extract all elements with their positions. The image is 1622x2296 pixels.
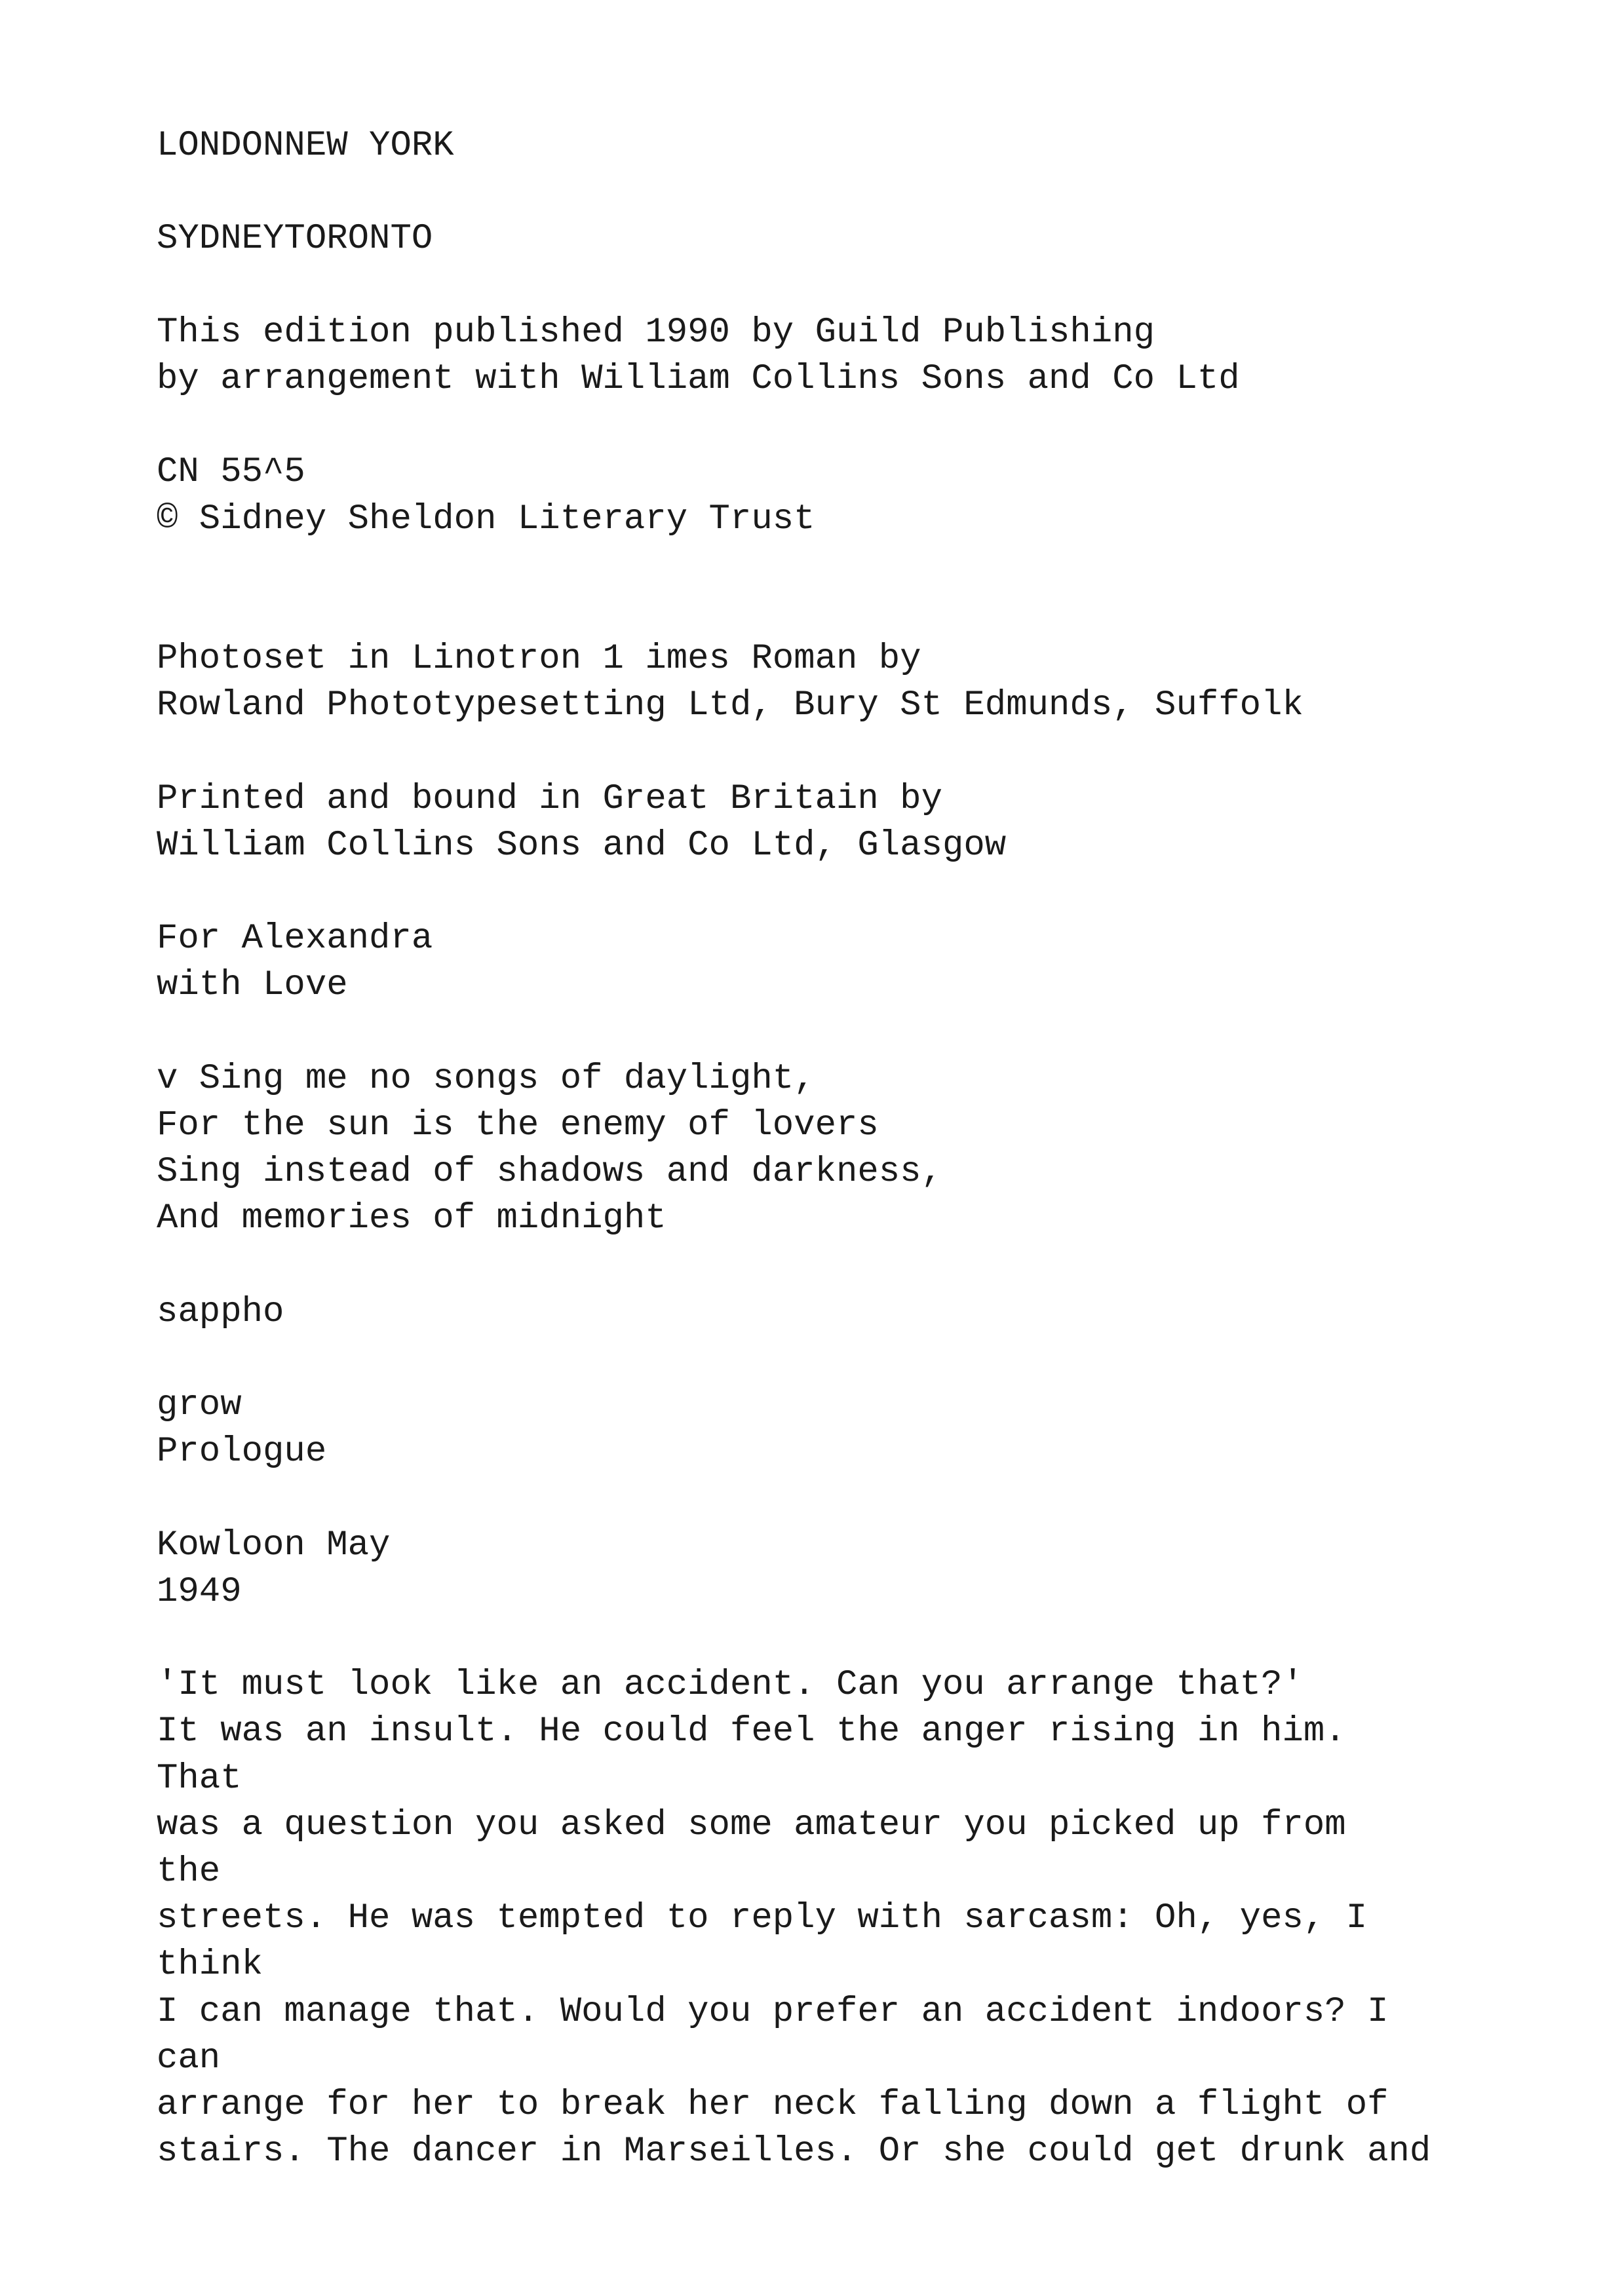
body-line: I can manage that. Would you prefer an accident indoors? I [157, 1991, 1389, 2032]
epigraph-line: And memories of midnight [157, 1198, 666, 1239]
spacer [157, 1009, 1566, 1056]
printing-block [157, 776, 1566, 869]
spacer [157, 869, 1566, 915]
spacer [157, 402, 1566, 449]
epigraph-line: v Sing me no songs of daylight, [157, 1058, 815, 1099]
typesetting-block [157, 636, 1566, 729]
body-line: think [157, 1945, 263, 1985]
body-line: stairs. The dancer in Marseilles. Or she could get drunk and [157, 2132, 1431, 2172]
body-line: That [157, 1758, 242, 1799]
edition-block [157, 309, 1566, 402]
spacer [157, 1475, 1566, 1521]
spacer [157, 169, 1566, 216]
body-line: was a question you asked some amateur you picked up from [157, 1805, 1346, 1845]
body-line: streets. He was tempted to reply with sarcasm: Oh, yes, I [157, 1898, 1368, 1939]
document-page [157, 123, 1566, 2175]
body-text [157, 1662, 1566, 2175]
printing-line: William Collins Sons and Co Ltd, Glasgow [157, 825, 1007, 866]
spacer [157, 729, 1566, 775]
location-line: Kowloon May [157, 1525, 391, 1565]
body-line: the [157, 1851, 221, 1892]
copyright-line: © Sidney Sheldon Literary Trust [157, 499, 815, 539]
body-line: can [157, 2038, 221, 2078]
spacer [157, 543, 1566, 636]
spacer [157, 1242, 1566, 1289]
dedication-line: with Love [157, 965, 348, 1006]
epigraph-line: For the sun is the enemy of lovers [157, 1105, 879, 1145]
chapter-line: grow [157, 1385, 242, 1426]
spacer [157, 263, 1566, 309]
rights-line: CN 55^5 [157, 452, 305, 493]
chapter-heading [157, 1382, 1566, 1475]
edition-line: by arrangement with William Collins Sons and Co Ltd [157, 358, 1240, 399]
location-block [157, 1522, 1566, 1615]
body-line: It was an insult. He could feel the anger rising in him. [157, 1712, 1346, 1752]
edition-line: This edition published 1990 by Guild Publishing [157, 312, 1155, 353]
epigraph-block [157, 1056, 1566, 1242]
printing-line: Printed and bound in Great Britain by [157, 778, 942, 819]
rights-block [157, 449, 1566, 542]
spacer [157, 1335, 1566, 1382]
dedication-line: For Alexandra [157, 919, 433, 959]
body-line: 'It must look like an accident. Can you arrange that?' [157, 1665, 1303, 1706]
typesetting-line: Rowland Phototypesetting Ltd, Bury St Edmunds, Suffolk [157, 685, 1303, 726]
year-line: 1949 [157, 1571, 242, 1612]
dedication-block [157, 915, 1566, 1008]
body-line: arrange for her to break her neck falling down a flight of [157, 2084, 1389, 2125]
chapter-title: Prologue [157, 1432, 327, 1472]
typesetting-line: Photoset in Linotron 1 imes Roman by [157, 639, 921, 679]
city-line-1: LONDONNEW YORK [157, 126, 454, 166]
spacer [157, 1615, 1566, 1662]
epigraph-line: Sing instead of shadows and darkness, [157, 1152, 942, 1193]
epigraph-author: sappho [157, 1292, 284, 1332]
city-line-2: SYDNEYTORONTO [157, 219, 433, 259]
